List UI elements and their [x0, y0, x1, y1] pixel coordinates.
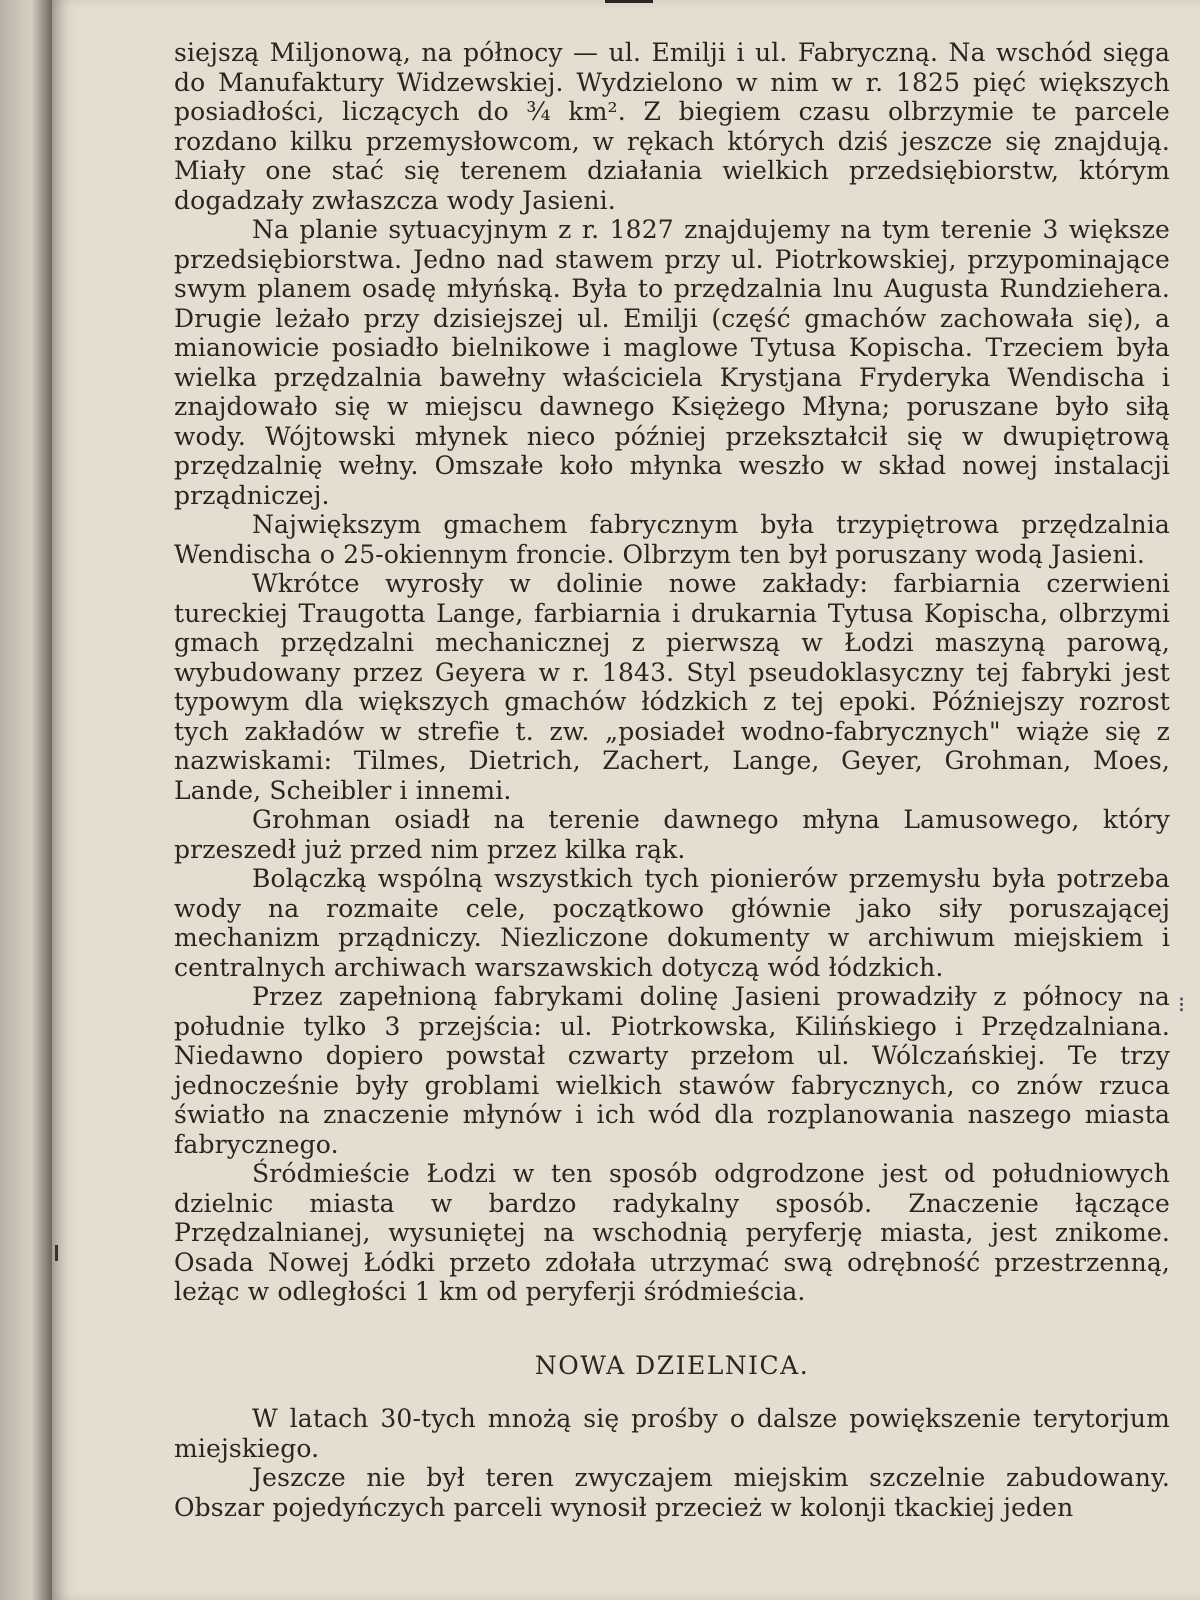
margin-mark-left [55, 1245, 58, 1261]
paragraph-9: W latach 30-tych mnożą się prośby o dalsze powiększenie terytorjum miejskiego. [174, 1404, 1170, 1463]
top-rule [605, 0, 653, 3]
paragraph-6: Bolączką wspólną wszystkich tych pionierów przemysłu była potrzeba wody na rozmaite cele, początkowo głównie jako siły poruszającej mechanizm prządniczy. Niezliczone dokumenty w archiwum miejskiem i centralnych archiwach warszawskich dotyczą wód łódzkich. [174, 864, 1170, 982]
book-spine [0, 0, 52, 1600]
paragraph-4: Wkrótce wyrosły w dolinie nowe zakłady: farbiarnia czerwieni tureckiej Traugotta Lange, farbiarnia i drukarnia Tytusa Kopischa, olbrzymi gmach przędzalni mechanicznej z pierwszą w Łodzi maszyną parową, wybudowany przez Geyera w r. 1843. Styl pseudoklasyczny tej fabryki jest typowym dla większych gmachów łódzkich z tej epoki. Późniejszy rozrost tych zakładów w strefie t. zw. „posiadeł wodno-fabrycznych" wiąże się z nazwiskami: Tilmes, Dietrich, Zachert, Lange, Geyer, Grohman, Moes, Lande, Scheibler i innemi. [174, 569, 1170, 805]
paragraph-1: siejszą Miljonową, na północy — ul. Emilji i ul. Fabryczną. Na wschód sięga do Manufaktury Widzewskiej. Wydzielono w nim w r. 1825 pięć większych posiadłości, liczących do ¾ km². Z biegiem czasu olbrzymie te parcele rozdano kilku przemysłowcom, w rękach których dziś jeszcze się znajdują. Miały one stać się terenem działania wielkich przedsiębiorstw, którym dogadzały zwłaszcza wody Jasieni. [174, 38, 1170, 215]
paragraph-3: Największym gmachem fabrycznym była trzypiętrowa przędzalnia Wendischa o 25-okiennym froncie. Olbrzym ten był poruszany wodą Jasieni. [174, 510, 1170, 569]
paragraph-10: Jeszcze nie był teren zwyczajem miejskim szczelnie zabudowany. Obszar pojedyńczych parceli wynosił przecież w kolonji tkackiej jeden [174, 1463, 1170, 1522]
section-heading: NOWA DZIELNICA. [534, 1350, 810, 1380]
body-text [174, 38, 1170, 1522]
paragraph-5: Grohman osiadł na terenie dawnego młyna Lamusowego, który przeszedł już przed nim przez kilka rąk. [174, 805, 1170, 864]
paragraph-7: Przez zapełnioną fabrykami dolinę Jasieni prowadziły z północy na południe tylko 3 przejścia: ul. Piotrkowska, Kilińskiego i Przędzalniana. Niedawno dopiero powstał czwarty przełom ul. Wólczańskiej. Te trzy jednocześnie były groblami wielkich stawów fabrycznych, co znów rzuca światło na znaczenie młynów i ich wód dla rozplanowania naszego miasta fabrycznego. [174, 982, 1170, 1159]
paragraph-2: Na planie sytuacyjnym z r. 1827 znajdujemy na tym terenie 3 większe przedsiębiorstwa. Jedno nad stawem przy ul. Piotrkowskiej, przypominające swym planem osadę młyńską. Była to przędzalnia lnu Augusta Rundziehera. Drugie leżało przy dzisiejszej ul. Emilji (część gmachów zachowała się), a mianowicie posiadło bielnikowe i maglowe Tytusa Kopischa. Trzeciem była wielka przędzalnia bawełny właściciela Krystjana Fryderyka Wendischa i znajdowało się w miejscu dawnego Księżego Młyna; poruszane było siłą wody. Wójtowski młynek nieco później przekształcił się w dwupiętrową przędzalnię wełny. Omszałe koło młynka weszło w skład nowej instalacji prządniczej. [174, 215, 1170, 510]
paragraph-8: Śródmieście Łodzi w ten sposób odgrodzone jest od południowych dzielnic miasta w bardzo radykalny sposób. Znaczenie łączące Przędzalnianej, wysuniętej na wschodnią peryferję miasta, jest znikome. Osada Nowej Łódki przeto zdołała utrzymać swą odrębność przestrzenną, leżąc w odległości 1 km od peryferji śródmieścia. [174, 1159, 1170, 1306]
margin-mark-right: ⁝ [1178, 993, 1185, 1018]
